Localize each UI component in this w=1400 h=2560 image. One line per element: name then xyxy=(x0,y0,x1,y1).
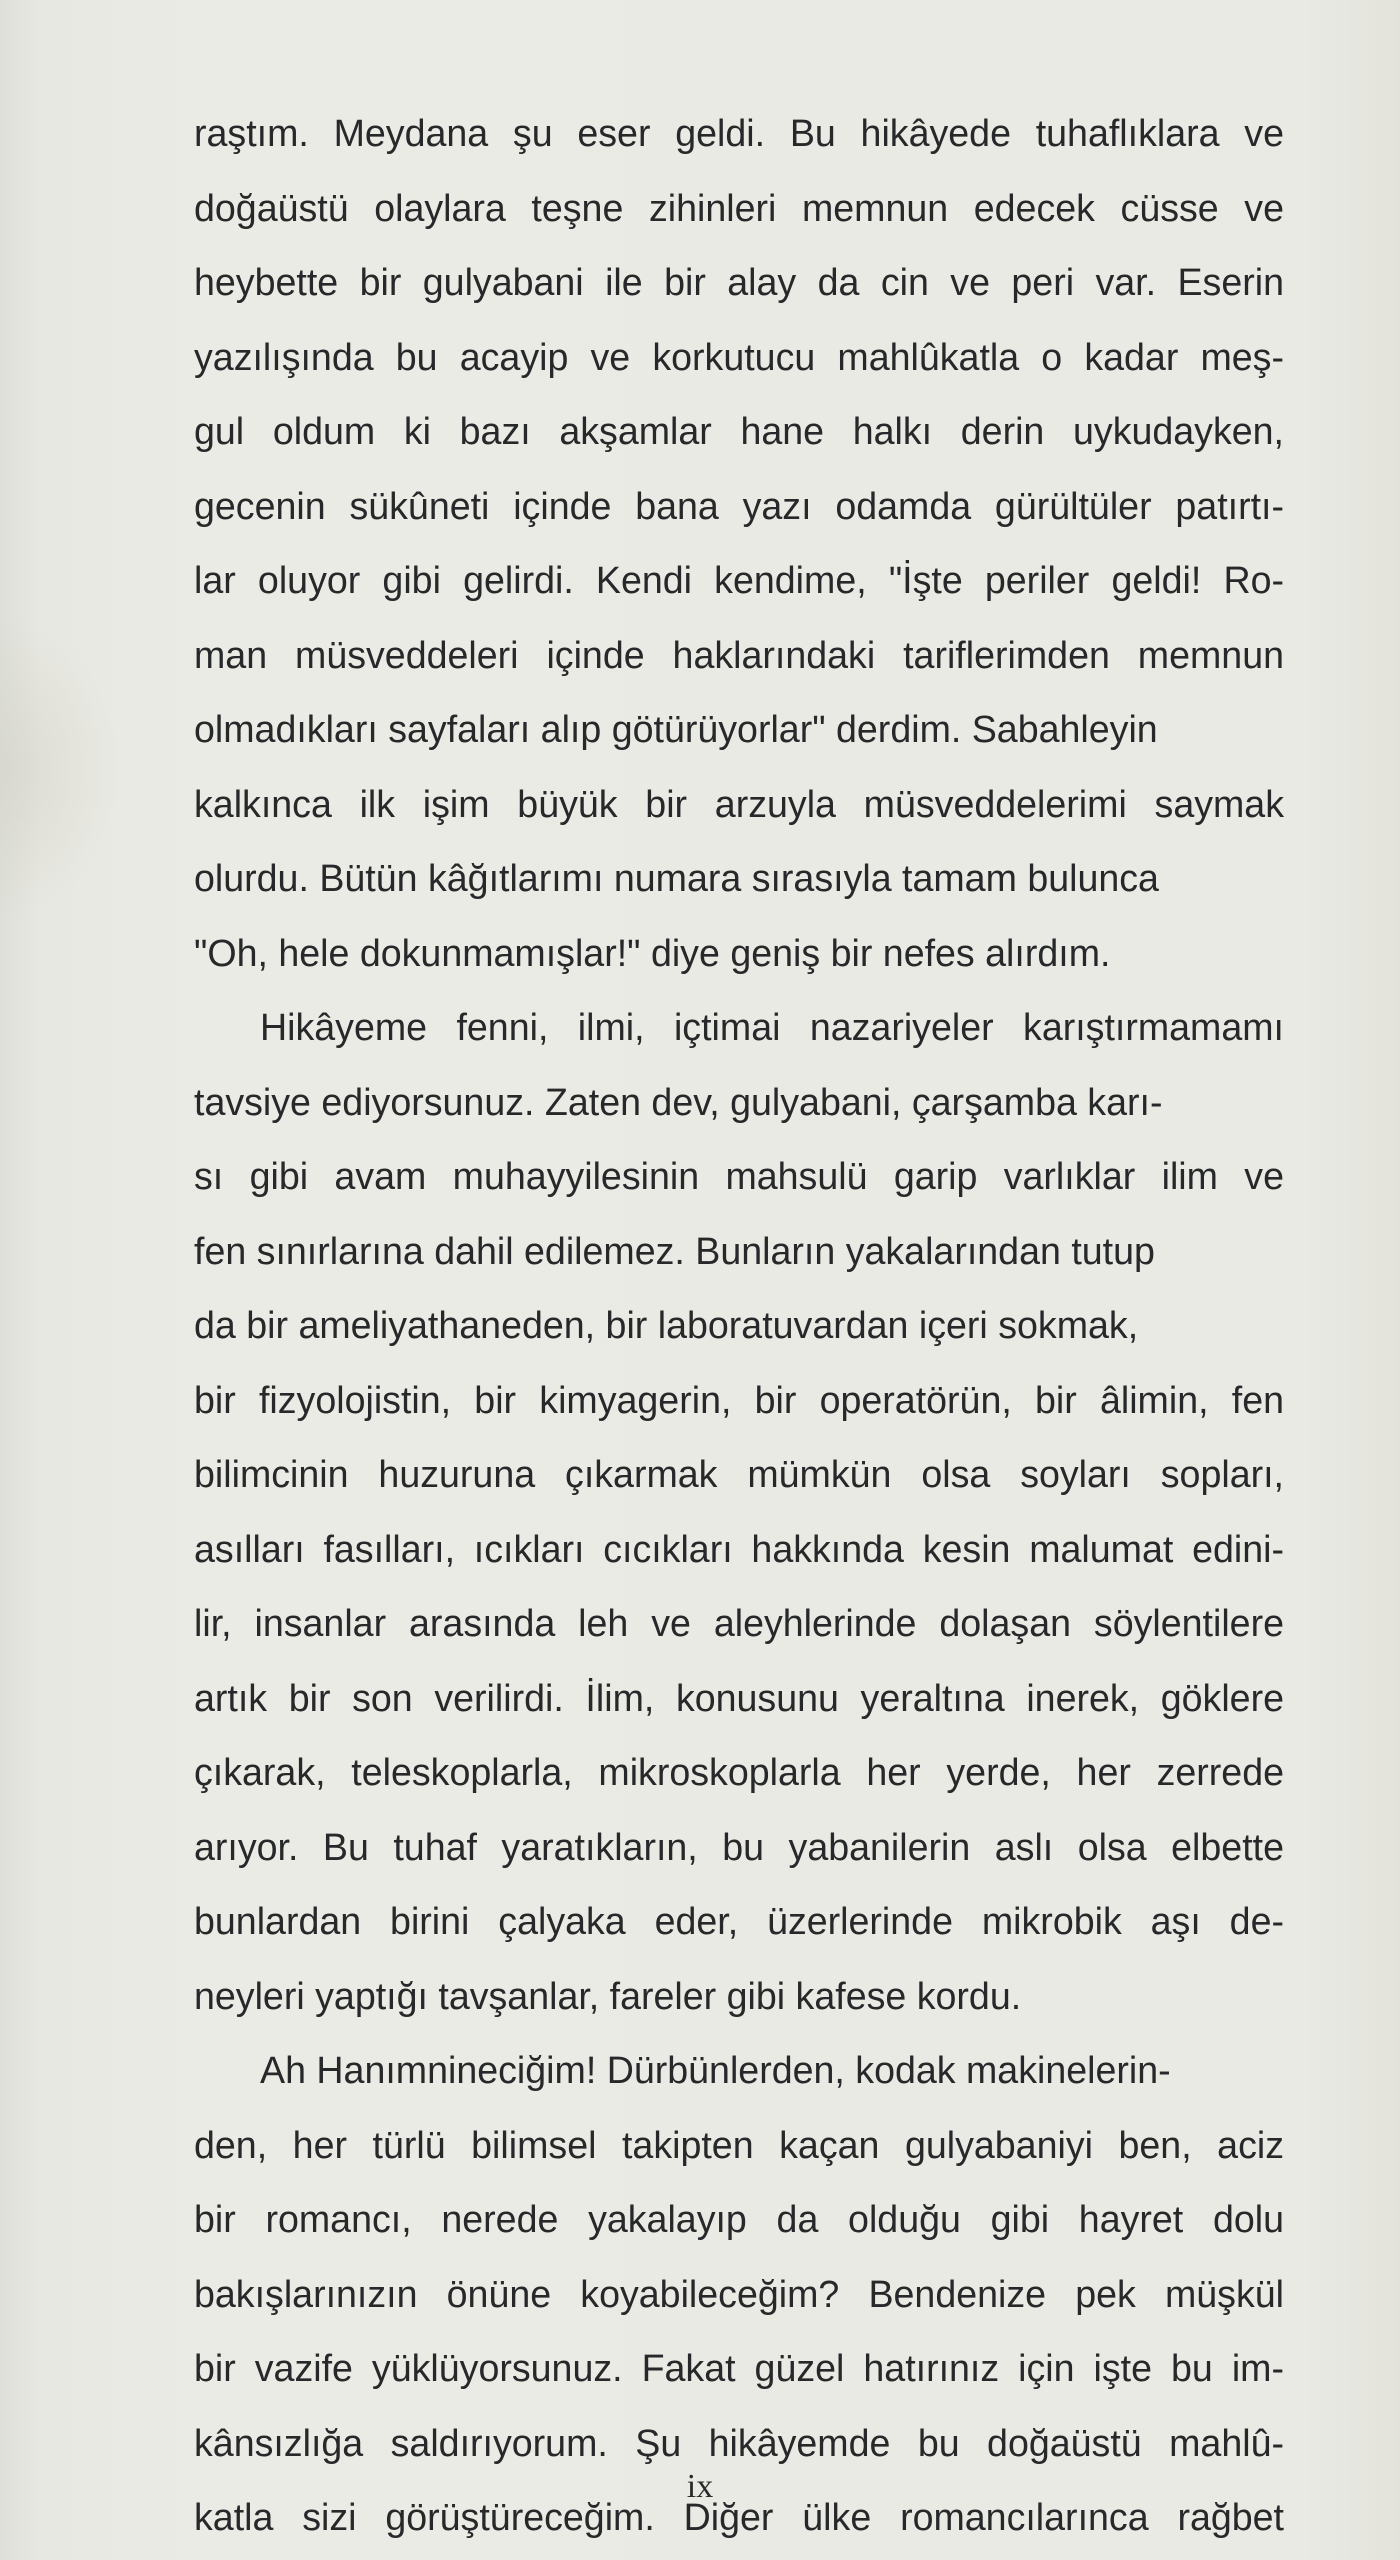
text-line: raştım. Meydana şu eser geldi. Bu hikâyede tuhaflıklara ve xyxy=(194,112,1284,154)
text-line: bakışlarınızın önüne koyabileceğim? Bendenize pek müşkül xyxy=(194,2272,1284,2315)
text-line: doğaüstü olaylara teşne zihinleri memnun edecek cüsse ve xyxy=(194,186,1284,229)
text-line: kânsızlığa saldırıyorum. Şu hikâyemde bu doğaüstü mahlû- xyxy=(194,2421,1284,2464)
text-line: fen sınırlarına dahil edilemez. Bunların yakalarından tutup xyxy=(194,1229,1155,1272)
text-line: "Oh, hele dokunmamışlar!" diye geniş bir nefes alırdım. xyxy=(194,931,1111,974)
text-line: bunlardan birini çalyaka eder, üzerlerinde mikrobik aşı de- xyxy=(194,1900,1284,1942)
text-line: bilimcinin huzuruna çıkarmak mümkün olsa soyları sopları, xyxy=(194,1453,1284,1495)
text-line: Ah Hanımnineciğim! Dürbünlerden, kodak makinelerin- xyxy=(260,2049,1171,2091)
text-line: olurdu. Bütün kâğıtlarımı numara sırasıyla tamam bulunca xyxy=(194,857,1159,899)
text-line: bir vazife yüklüyorsunuz. Fakat güzel hatırınız için işte bu im- xyxy=(194,2347,1284,2389)
text-line: katla sizi görüştüreceğim. Diğer ülke romancılarınca rağbet xyxy=(194,2496,1284,2538)
text-line: gul oldum ki bazı akşamlar hane halkı derin uykudayken, xyxy=(194,410,1284,452)
text-line: artık bir son verilirdi. İlim, konusunu yeraltına inerek, göklere xyxy=(194,1676,1284,1719)
text-line: yazılışında bu acayip ve korkutucu mahlûkatla o kadar meş- xyxy=(194,335,1284,378)
text-line: kalkınca ilk işim büyük bir arzuyla müsveddelerimi saymak xyxy=(194,782,1284,825)
text-line: lar oluyor gibi gelirdi. Kendi kendime, "İşte periler geldi! Ro- xyxy=(194,559,1284,601)
text-line: bir romancı, nerede yakalayıp da olduğu gibi hayret dolu xyxy=(194,2198,1284,2240)
text-line: olmadıkları sayfaları alıp götürüyorlar" derdim. Sabahleyin xyxy=(194,708,1158,750)
text-line: Hikâyeme fenni, ilmi, içtimai nazariyeler karıştırmamamı xyxy=(260,1006,1284,1048)
text-line: gecenin sükûneti içinde bana yazı odamda gürültüler patırtı- xyxy=(194,484,1284,527)
text-line: heybette bir gulyabani ile bir alay da cin ve peri var. Eserin xyxy=(194,261,1284,303)
text-line: lir, insanlar arasında leh ve aleyhlerinde dolaşan söylentilere xyxy=(194,1602,1284,1644)
text-line: man müsveddeleri içinde haklarındaki tariflerimden memnun xyxy=(194,633,1284,676)
text-line: neyleri yaptığı tavşanlar, fareler gibi kafese kordu. xyxy=(194,1974,1022,2017)
body-text xyxy=(194,96,1284,2555)
text-line: tavsiye ediyorsunuz. Zaten dev, gulyabani, çarşamba karı- xyxy=(194,1080,1163,1123)
text-line: bir fizyolojistin, bir kimyagerin, bir operatörün, bir âlimin, fen xyxy=(194,1378,1284,1421)
text-line: çıkarak, teleskoplarla, mikroskoplarla her yerde, her zerrede xyxy=(194,1751,1284,1793)
text-line: da bir ameliyathaneden, bir laboratuvardan içeri sokmak, xyxy=(194,1304,1139,1346)
page-number: ix xyxy=(686,2468,714,2505)
text-line: sı gibi avam muhayyilesinin mahsulü garip varlıklar ilim ve xyxy=(194,1155,1284,1197)
text-line: den, her türlü bilimsel takipten kaçan gulyabaniyi ben, aciz xyxy=(194,2123,1284,2166)
text-line: arıyor. Bu tuhaf yaratıkların, bu yabanilerin aslı olsa elbette xyxy=(194,1825,1284,1868)
text-line: asılları fasılları, ıcıkları cıcıkları hakkında kesin malumat edini- xyxy=(194,1527,1284,1570)
